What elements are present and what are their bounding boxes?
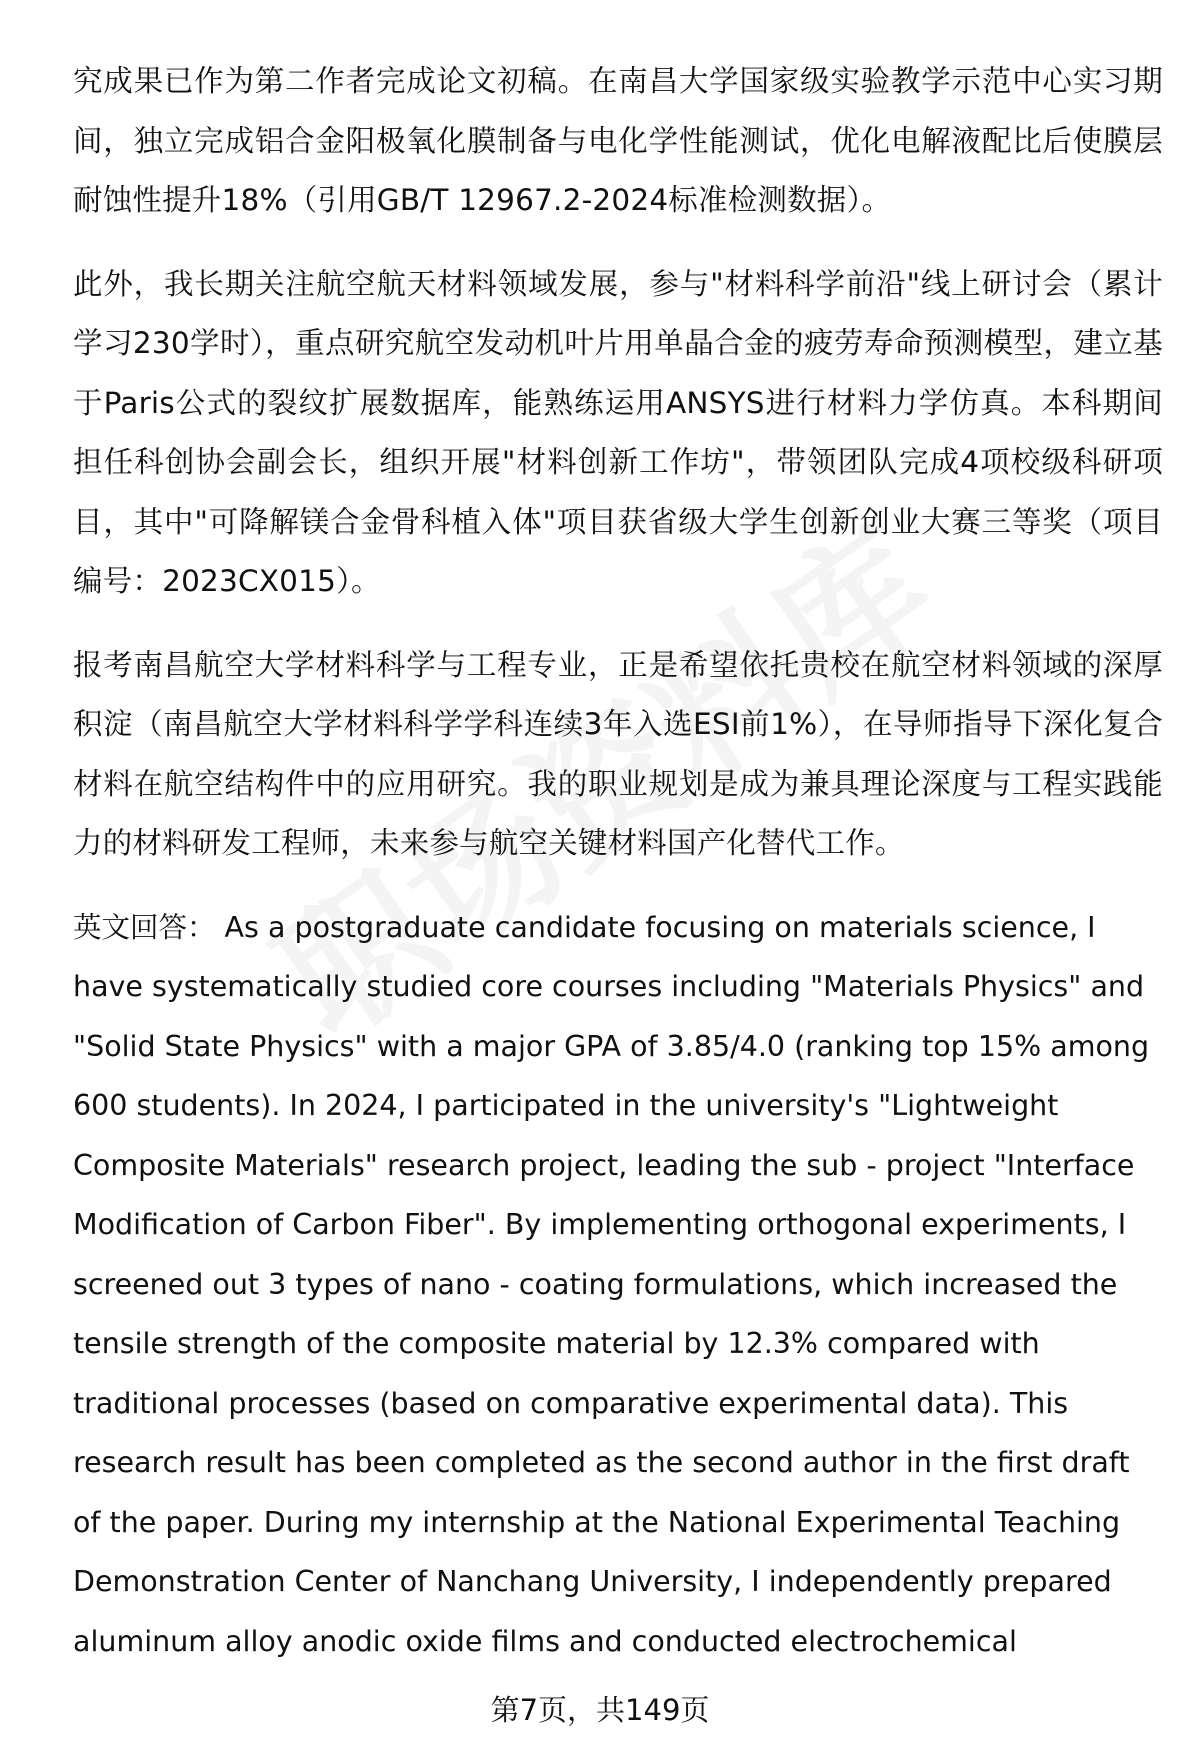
page-indicator: 第7页，共149页: [490, 1693, 710, 1727]
paragraph-research-internship: 究成果已作为第二作者完成论文初稿。在南昌大学国家级实验教学示范中心实习期间，独立完成铝合金阳极氧化膜制备与电化学性能测试，优化电解液配比后使膜层耐蚀性提升18%（引用GB/T 12967.2-2024标准检测数据）。: [73, 64, 1163, 217]
paragraph-english-answer: 英文回答： As a postgraduate candidate focusing on materials science, I have systematically studied core courses including "Materials Physics" and "Solid State Physics" with a major GPA of 3.85/4.0 (ranking top 15% among 600 students). In 2024, I participated in the university's "Lightweight Composite Materials" research project, leading the sub - project "Interface Modification of Carbon Fiber". By implementing orthogonal experiments, I screened out 3 types of nano - coating formulations, which increased the tensile strength of the composite material by 12.3% compared with traditional processes (based on comparative experimental data). This research result has been completed as the second author in the first draft of the paper. During my internship at the National Experimental Teaching Demonstration Center of Nanchang University, I independently prepared aluminum alloy anodic oxide films and conducted electrochemical: [73, 910, 1150, 1658]
paragraph-application-motivation: 报考南昌航空大学材料科学与工程专业，正是希望依托贵校在航空材料领域的深厚积淀（南昌航空大学材料科学学科连续3年入选ESI前1%），在导师指导下深化复合材料在航空结构件中的应用研究。我的职业规划是成为兼具理论深度与工程实践能力的材料研发工程师，未来参与航空关键材料国产化替代工作。: [73, 647, 1163, 860]
paragraph-aerospace-interest: 此外，我长期关注航空航天材料领域发展，参与"材料科学前沿"线上研讨会（累计学习230学时），重点研究航空发动机叶片用单晶合金的疲劳寿命预测模型，建立基于Paris公式的裂纹扩展数据库，能熟练运用ANSYS进行材料力学仿真。本科期间担任科创协会副会长，组织开展"材料创新工作坊"，带领团队完成4项校级科研项目，其中"可降解镁合金骨科植入体"项目获省级大学生创新创业大赛三等奖（项目编号：2023CX015）。: [73, 266, 1163, 598]
document-body: [73, 52, 1163, 1695]
